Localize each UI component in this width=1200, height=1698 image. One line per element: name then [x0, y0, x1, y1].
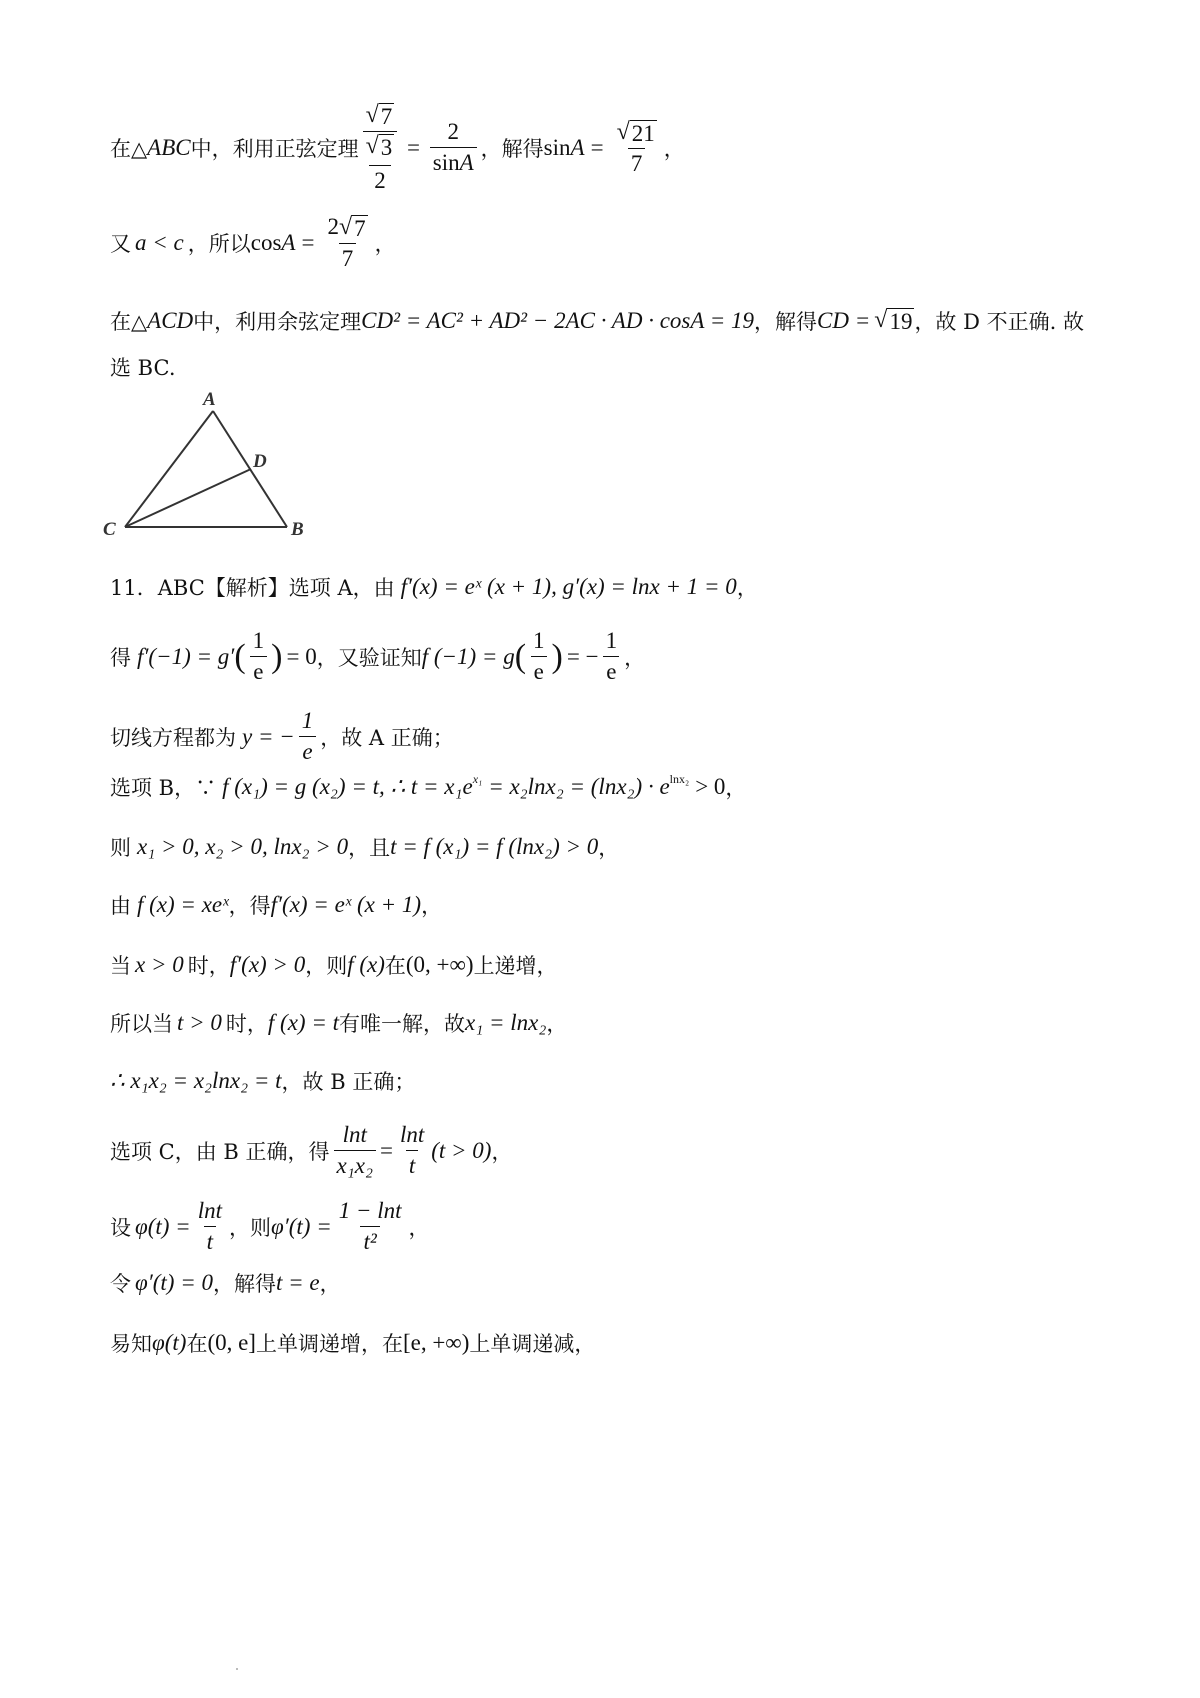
text: 中，利用正弦定理 — [190, 136, 359, 161]
vertex-label-a: A — [203, 389, 216, 410]
monotonic-interval-line: 易知 φ(t) 在 (0, e] 上单调递增，在 [e, +∞) 上单调递减， — [110, 1330, 596, 1356]
option-c-line: 选项 C，由 B 正确，得 $\frac{\ln t}{\text{x₁x₂}}$ = $\frac{\ln t}{t}$ (t > 0) ， — [110, 1122, 513, 1178]
option-b-line: 选项 B，∵ f (x₁) = g (x₂) = t, ∴ t = x₁e $^{x_1}$ = x₂lnx₂ = (lnx₂) · e $^{lnx_2}$ > 0 ， — [110, 772, 747, 800]
sine-law-line: 在△ ABC 中，利用正弦定理 √ 7 √ 3 2 = $\frac{2}{\sin A}$ ，解得 sin A = √ 21 7 ， — [110, 102, 685, 193]
fraction-1-over-e: $\frac{1}{e}$ — [530, 628, 548, 685]
product-line: ∴ x₁x₂ = x₂lnx₂ = t ，故 B 正确； — [110, 1068, 416, 1094]
text: 在△ — [110, 136, 148, 161]
triangle-name: ABC — [147, 134, 191, 160]
triangle-figure — [95, 385, 325, 550]
fraction-1-over-e: $\frac{1}{e}$ — [299, 708, 317, 765]
cosine-law-line: 在△ ACD 中，利用余弦定理 CD² = AC² + AD² − 2AC · AD · cosA = 19 ，解得 CD = √ 19 ，故 D 不正确. 故 — [110, 306, 1084, 334]
monotonic-line: 当 x > 0 时， f′(x) > 0 ，则 f (x) 在 (0, +∞) 上递增， — [110, 952, 558, 978]
cosine-value-line: 又 a < c ，所以 cos A = 2 √ 7 7 ， — [110, 214, 396, 272]
problem-11-line: 11．ABC【解析】选项 A，由 f′(x) = eˣ (x + 1), g′(x) = lnx + 1 = 0 ， — [110, 574, 758, 600]
fraction-lnt-over-x1x2: $\frac{\ln t}{\text{x₁x₂}}$ — [334, 1122, 376, 1179]
unique-solution-line: 所以当 t > 0 时， f (x) = t 有唯一解，故 x₁ = lnx₂ ， — [110, 1010, 568, 1036]
tangent-line: 切线方程都为 y = − $\frac{1}{e}$ ，故 A 正确； — [110, 708, 454, 764]
fraction-lnt-over-t: $\frac{\ln t}{t}$ — [197, 1198, 222, 1254]
fraction-2sqrt7-over-7: 2 √ 7 7 — [327, 214, 366, 272]
fraction-sqrt21-over-7: √ 21 7 — [616, 118, 655, 176]
function-line: 由 f (x) = xeˣ ，得 f′(x) = eˣ (x + 1) ， — [110, 892, 443, 918]
page-speck — [236, 1668, 238, 1670]
vertex-label-b: B — [291, 519, 304, 540]
derivative-check-line: 得 f′(−1) = g′ ( $\frac{1}{e}$ ) = 0 ，又验证知 f (−1) = g ( $\frac{1}{e}$ ) = − $\frac{1}{e}$ ， — [110, 628, 646, 684]
sqrt-19: √ 19 — [874, 306, 913, 334]
vertex-label-d: D — [253, 451, 267, 472]
vertex-label-c: C — [103, 519, 116, 540]
phi-definition-line: 设 φ(t) = $\frac{\ln t}{t}$ ，则 φ′(t) = $\frac{1 - \ln t}{\text{t²}}$ ， — [110, 1198, 430, 1254]
fraction-sqrt7-over-sqrt3-2: √ 7 √ 3 2 — [363, 102, 398, 194]
text: ，解得 — [480, 136, 544, 161]
critical-point-line: 令 φ′(t) = 0 ，解得 t = e ， — [110, 1270, 341, 1296]
fraction-1-minus-lnt-over-t2: $\frac{1 - \ln t}{\text{t²}}$ — [338, 1198, 402, 1254]
positivity-line: 则 x₁ > 0, x₂ > 0, lnx₂ > 0 ，且 t = f (x₁) = f (lnx₂) > 0 ， — [110, 834, 620, 860]
fraction-lnt-over-t: $\frac{\ln t}{t}$ — [399, 1122, 425, 1178]
answer-line: 选 BC. — [110, 356, 176, 380]
fraction-2-over-sinA: $\frac{2}{\sin A}$ — [430, 119, 477, 176]
fraction-1-over-e: $\frac{1}{e}$ — [250, 628, 268, 685]
fraction-1-over-e: $\frac{1}{e}$ — [603, 628, 621, 685]
